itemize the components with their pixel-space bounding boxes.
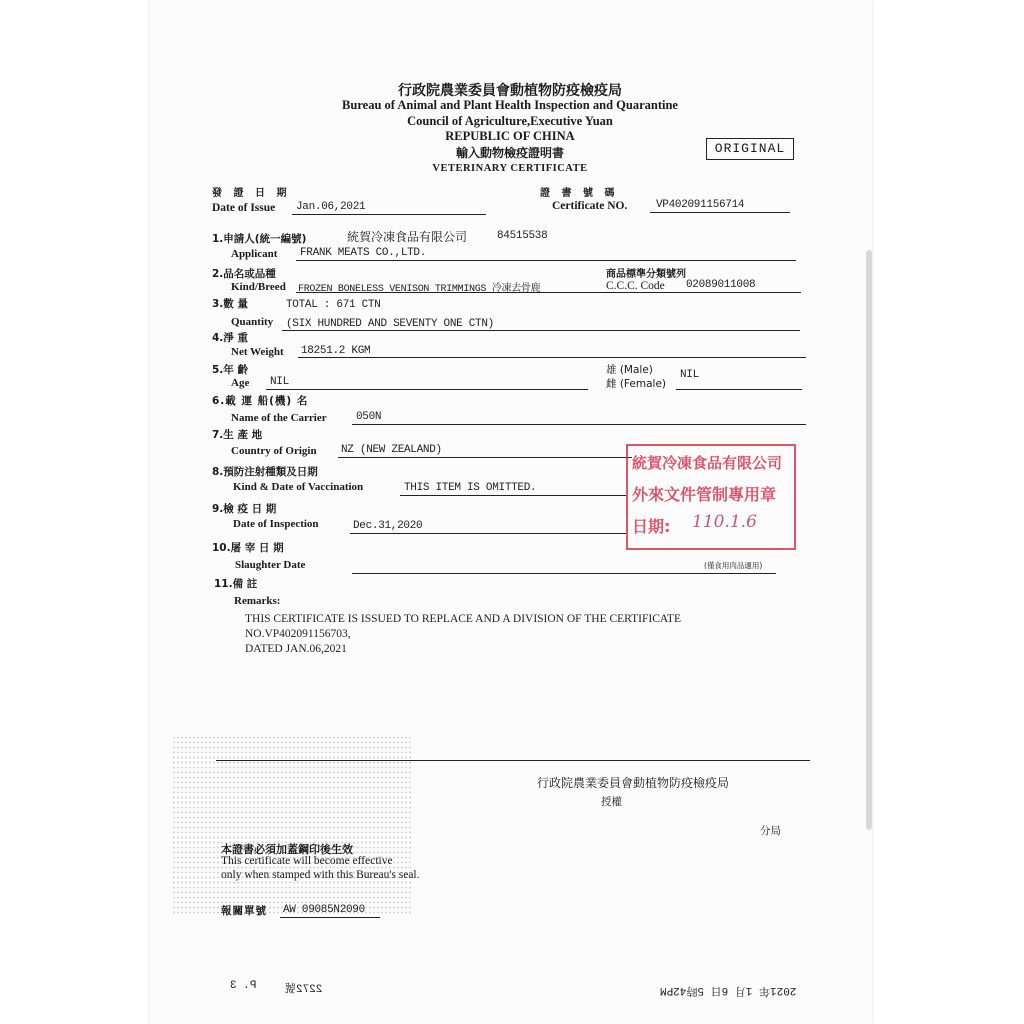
scan-noise	[172, 735, 412, 915]
inspection-label-zh: 9.檢 疫 日 期	[212, 503, 277, 515]
agency-title-en: Bureau of Animal and Plant Health Inspection and Quarantine	[342, 98, 678, 112]
footer-branch: 分局	[760, 825, 781, 837]
origin-label: Country of Origin	[231, 445, 317, 457]
applicant-id: 84515538	[497, 230, 548, 242]
vaccination-value: THIS ITEM IS OMITTED.	[404, 482, 537, 494]
ccc-label-zh: 商品標準分類號列	[606, 269, 686, 280]
carrier-label: Name of the Carrier	[231, 412, 327, 424]
kind-label: Kind/Breed	[231, 281, 286, 293]
inspection-label: Date of Inspection	[233, 518, 319, 530]
remarks-label: Remarks:	[234, 595, 281, 607]
vaccination-label-zh: 8.預防注射種類及日期	[212, 466, 318, 478]
applicant-label: Applicant	[231, 248, 278, 260]
original-box: ORIGINAL	[706, 138, 794, 160]
net-weight-label-zh: 4.淨 重	[212, 332, 248, 344]
kind-label-zh: 2.品名或品種	[212, 268, 276, 280]
country-title: REPUBLIC OF CHINA	[445, 129, 575, 143]
remarks-line-1: THIS CERTIFICATE IS ISSUED TO REPLACE AND A DIVISION OF THE CERTIFICATE	[245, 613, 681, 625]
certificate-title-en: VETERINARY CERTIFICATE	[432, 163, 588, 174]
ccc-label: C.C.C. Code	[606, 280, 665, 292]
issue-date-value: Jan.06,2021	[296, 201, 366, 213]
slaughter-note: (僅食用肉品適用)	[704, 561, 763, 570]
footer-agency-zh: 行政院農業委員會動植物防疫檢疫局	[537, 776, 730, 790]
carrier-value: 050N	[356, 411, 382, 423]
stamp-handwritten-date: 110.1.6	[692, 512, 757, 532]
inspection-value: Dec.31,2020	[353, 520, 423, 532]
customs-value: AW 09085N2090	[283, 904, 365, 916]
seal-note-en-2: only when stamped with this Bureau's seal.	[221, 869, 420, 881]
issue-date-label-zh: 發 證 日 期	[212, 188, 291, 199]
fax-page: P. 3	[230, 980, 257, 992]
vaccination-label: Kind & Date of Vaccination	[233, 481, 364, 493]
female-label: 雌 (Female)	[606, 378, 666, 390]
quantity-total: TOTAL : 671 CTN	[286, 299, 381, 311]
stamp-line-2: 外來文件管制專用章	[632, 485, 777, 504]
cert-no-label: Certificate NO.	[552, 200, 628, 212]
origin-value: NZ (NEW ZEALAND)	[341, 444, 442, 456]
age-value: NIL	[270, 376, 289, 388]
remarks-line-3: DATED JAN.06,2021	[245, 643, 347, 655]
agency-title-zh: 行政院農業委員會動植物防疫檢疫局	[398, 83, 622, 99]
stamp-line-3: 日期:	[632, 517, 671, 536]
issue-date-label: Date of Issue	[212, 202, 276, 214]
age-label-zh: 5.年 齡	[212, 364, 248, 376]
fax-serial: 2272號	[285, 984, 323, 996]
footer-authorized: 授權	[601, 796, 622, 808]
applicant-value-zh: 統賀冷凍食品有限公司	[347, 230, 468, 244]
seal-note-zh: 本證書必須加蓋鋼印後生效	[221, 843, 353, 856]
slaughter-label: Slaughter Date	[235, 559, 306, 571]
sex-value: NIL	[680, 369, 699, 381]
stamp-line-1: 統賀冷凍食品有限公司	[632, 454, 783, 472]
applicant-value: FRANK MEATS CO.,LTD.	[300, 247, 427, 259]
ccc-value: 02089011008	[686, 279, 756, 291]
scrollbar[interactable]	[866, 250, 872, 830]
net-weight-value: 18251.2 KGM	[301, 345, 371, 357]
cert-no-value: VP402091156714	[656, 199, 745, 211]
origin-label-zh: 7.生 產 地	[212, 429, 263, 441]
seal-note-en-1: This certificate will become effective	[221, 855, 393, 867]
customs-label: 報關單號	[221, 905, 267, 917]
male-label: 雄 (Male)	[606, 364, 653, 376]
fax-timestamp: 2021年 1月 6日 5時42PM	[660, 984, 797, 996]
certificate-title-zh: 輸入動物檢疫證明書	[455, 146, 564, 160]
remarks-line-2: NO.VP402091156703,	[245, 628, 351, 640]
cert-no-label-zh: 證 書 號 碼	[540, 188, 619, 199]
remarks-label-zh: 11.備 註	[214, 578, 258, 590]
carrier-label-zh: 6.載 運 船(機) 名	[212, 395, 309, 407]
slaughter-label-zh: 10.屠 宰 日 期	[212, 542, 284, 554]
quantity-label: Quantity	[231, 316, 274, 328]
council-title: Council of Agriculture,Executive Yuan	[407, 114, 613, 128]
quantity-value: (SIX HUNDRED AND SEVENTY ONE CTN)	[286, 318, 494, 330]
net-weight-label: Net Weight	[231, 346, 284, 358]
age-label: Age	[231, 377, 250, 389]
quantity-label-zh: 3.數 量	[212, 298, 248, 310]
company-received-stamp	[626, 444, 796, 550]
applicant-label-zh: 1.申請人(統一編號)	[212, 233, 307, 245]
kind-value: FROZEN BONELESS VENISON TRIMMINGS 冷凍去骨鹿	[298, 284, 541, 295]
